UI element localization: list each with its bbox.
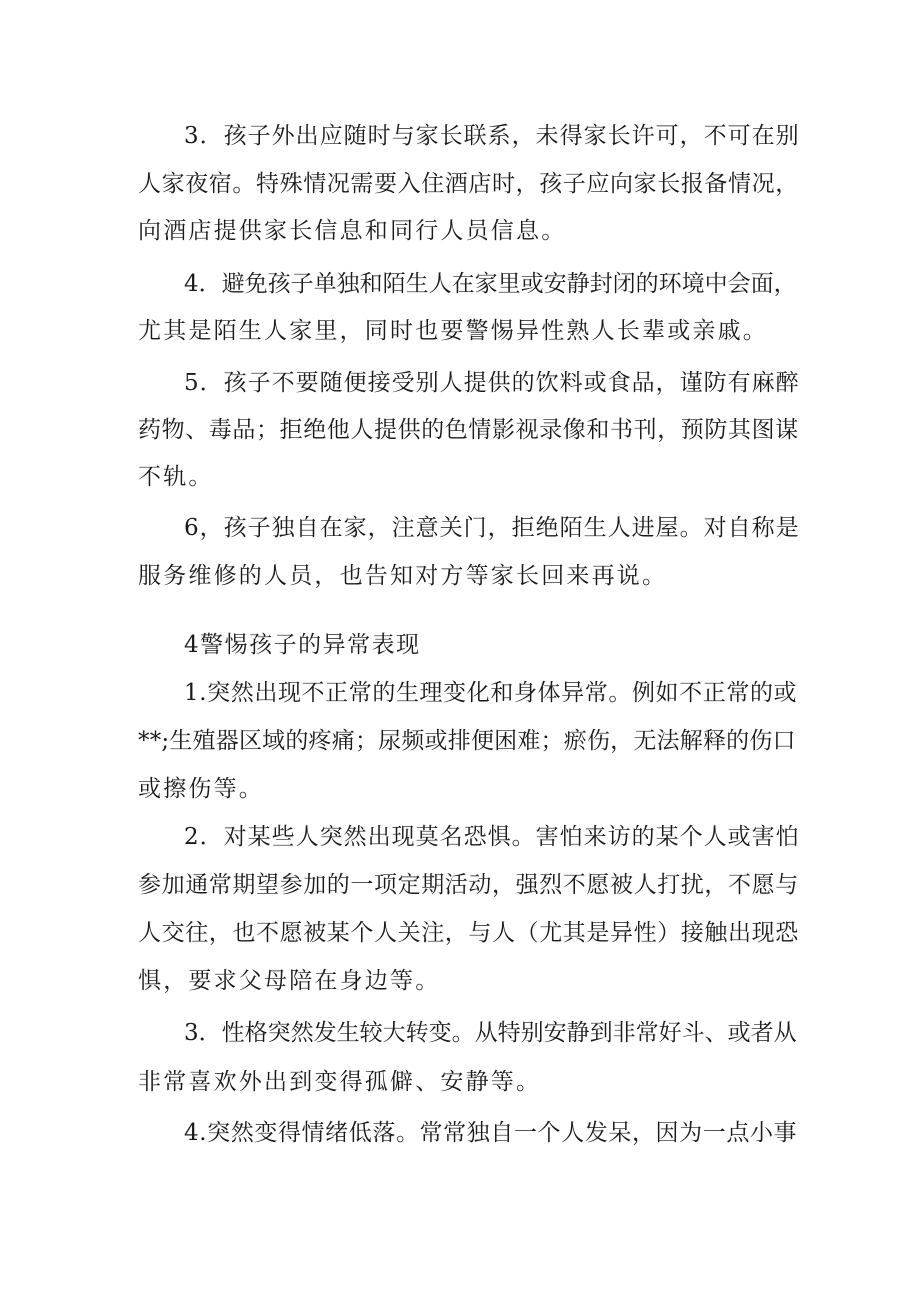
sign-2-line-4: 惧，要求父母陪在身边等。: [138, 968, 441, 994]
item-5-line-1: 5．孩子不要随便接受别人提供的饮料或食品，谨防有麻醉: [184, 370, 800, 396]
sign-2-line-3: 人交往，也不愿被某个人关注，与人（尤其是异性）接触出现恐: [138, 920, 799, 946]
sign-2-line-2: 参加通常期望参加的一项定期活动，强烈不愿被人打扰，不愿与: [138, 872, 799, 898]
item-3-line-3: 向酒店提供家长信息和同行人员信息。: [138, 218, 567, 244]
item-4-line-1: 4．避免孩子单独和陌生人在家里或安静封闭的环境中会面，: [184, 271, 797, 297]
item-3-line-1: 3．孩子外出应随时与家长联系，未得家长许可，不可在别: [184, 123, 800, 149]
item-6-line-2: 服务维修的人员，也告知对方等家长回来再说。: [138, 563, 668, 589]
sign-3-line-2: 非常喜欢外出到变得孤僻、安静等。: [138, 1069, 542, 1095]
sign-1-line-1: 1.突然出现不正常的生理变化和身体异常。例如不正常的或: [184, 680, 798, 706]
sign-1-line-2: **;生殖器区域的疼痛；尿频或排便困难；瘀伤，无法解释的伤口: [138, 728, 796, 754]
sign-2-line-1: 2．对某些人突然出现莫名恐惧。害怕来访的某个人或害怕: [184, 824, 800, 850]
sign-4-line-1: 4.突然变得情绪低落。常常独自一个人发呆，因为一点小事: [184, 1120, 798, 1146]
item-3-line-2: 人家夜宿。特殊情况需要入住酒店时，孩子应向家长报备情况，: [138, 171, 799, 197]
sign-1-line-3: 或擦伤等。: [138, 776, 264, 802]
item-5-line-2: 药物、毒品；拒绝他人提供的色情影视录像和书刊，预防其图谋: [138, 417, 799, 443]
sign-3-line-1: 3．性格突然发生较大转变。从特别安静到非常好斗、或者从: [184, 1020, 797, 1046]
section-heading: 4警惕孩子的异常表现: [184, 632, 421, 658]
item-4-line-2: 尤其是陌生人家里，同时也要警惕异性熟人长辈或亲戚。: [138, 318, 768, 344]
item-6-line-1: 6，孩子独自在家，注意关门，拒绝陌生人进屋。对自称是: [184, 515, 800, 541]
item-5-line-3: 不轨。: [138, 464, 214, 490]
